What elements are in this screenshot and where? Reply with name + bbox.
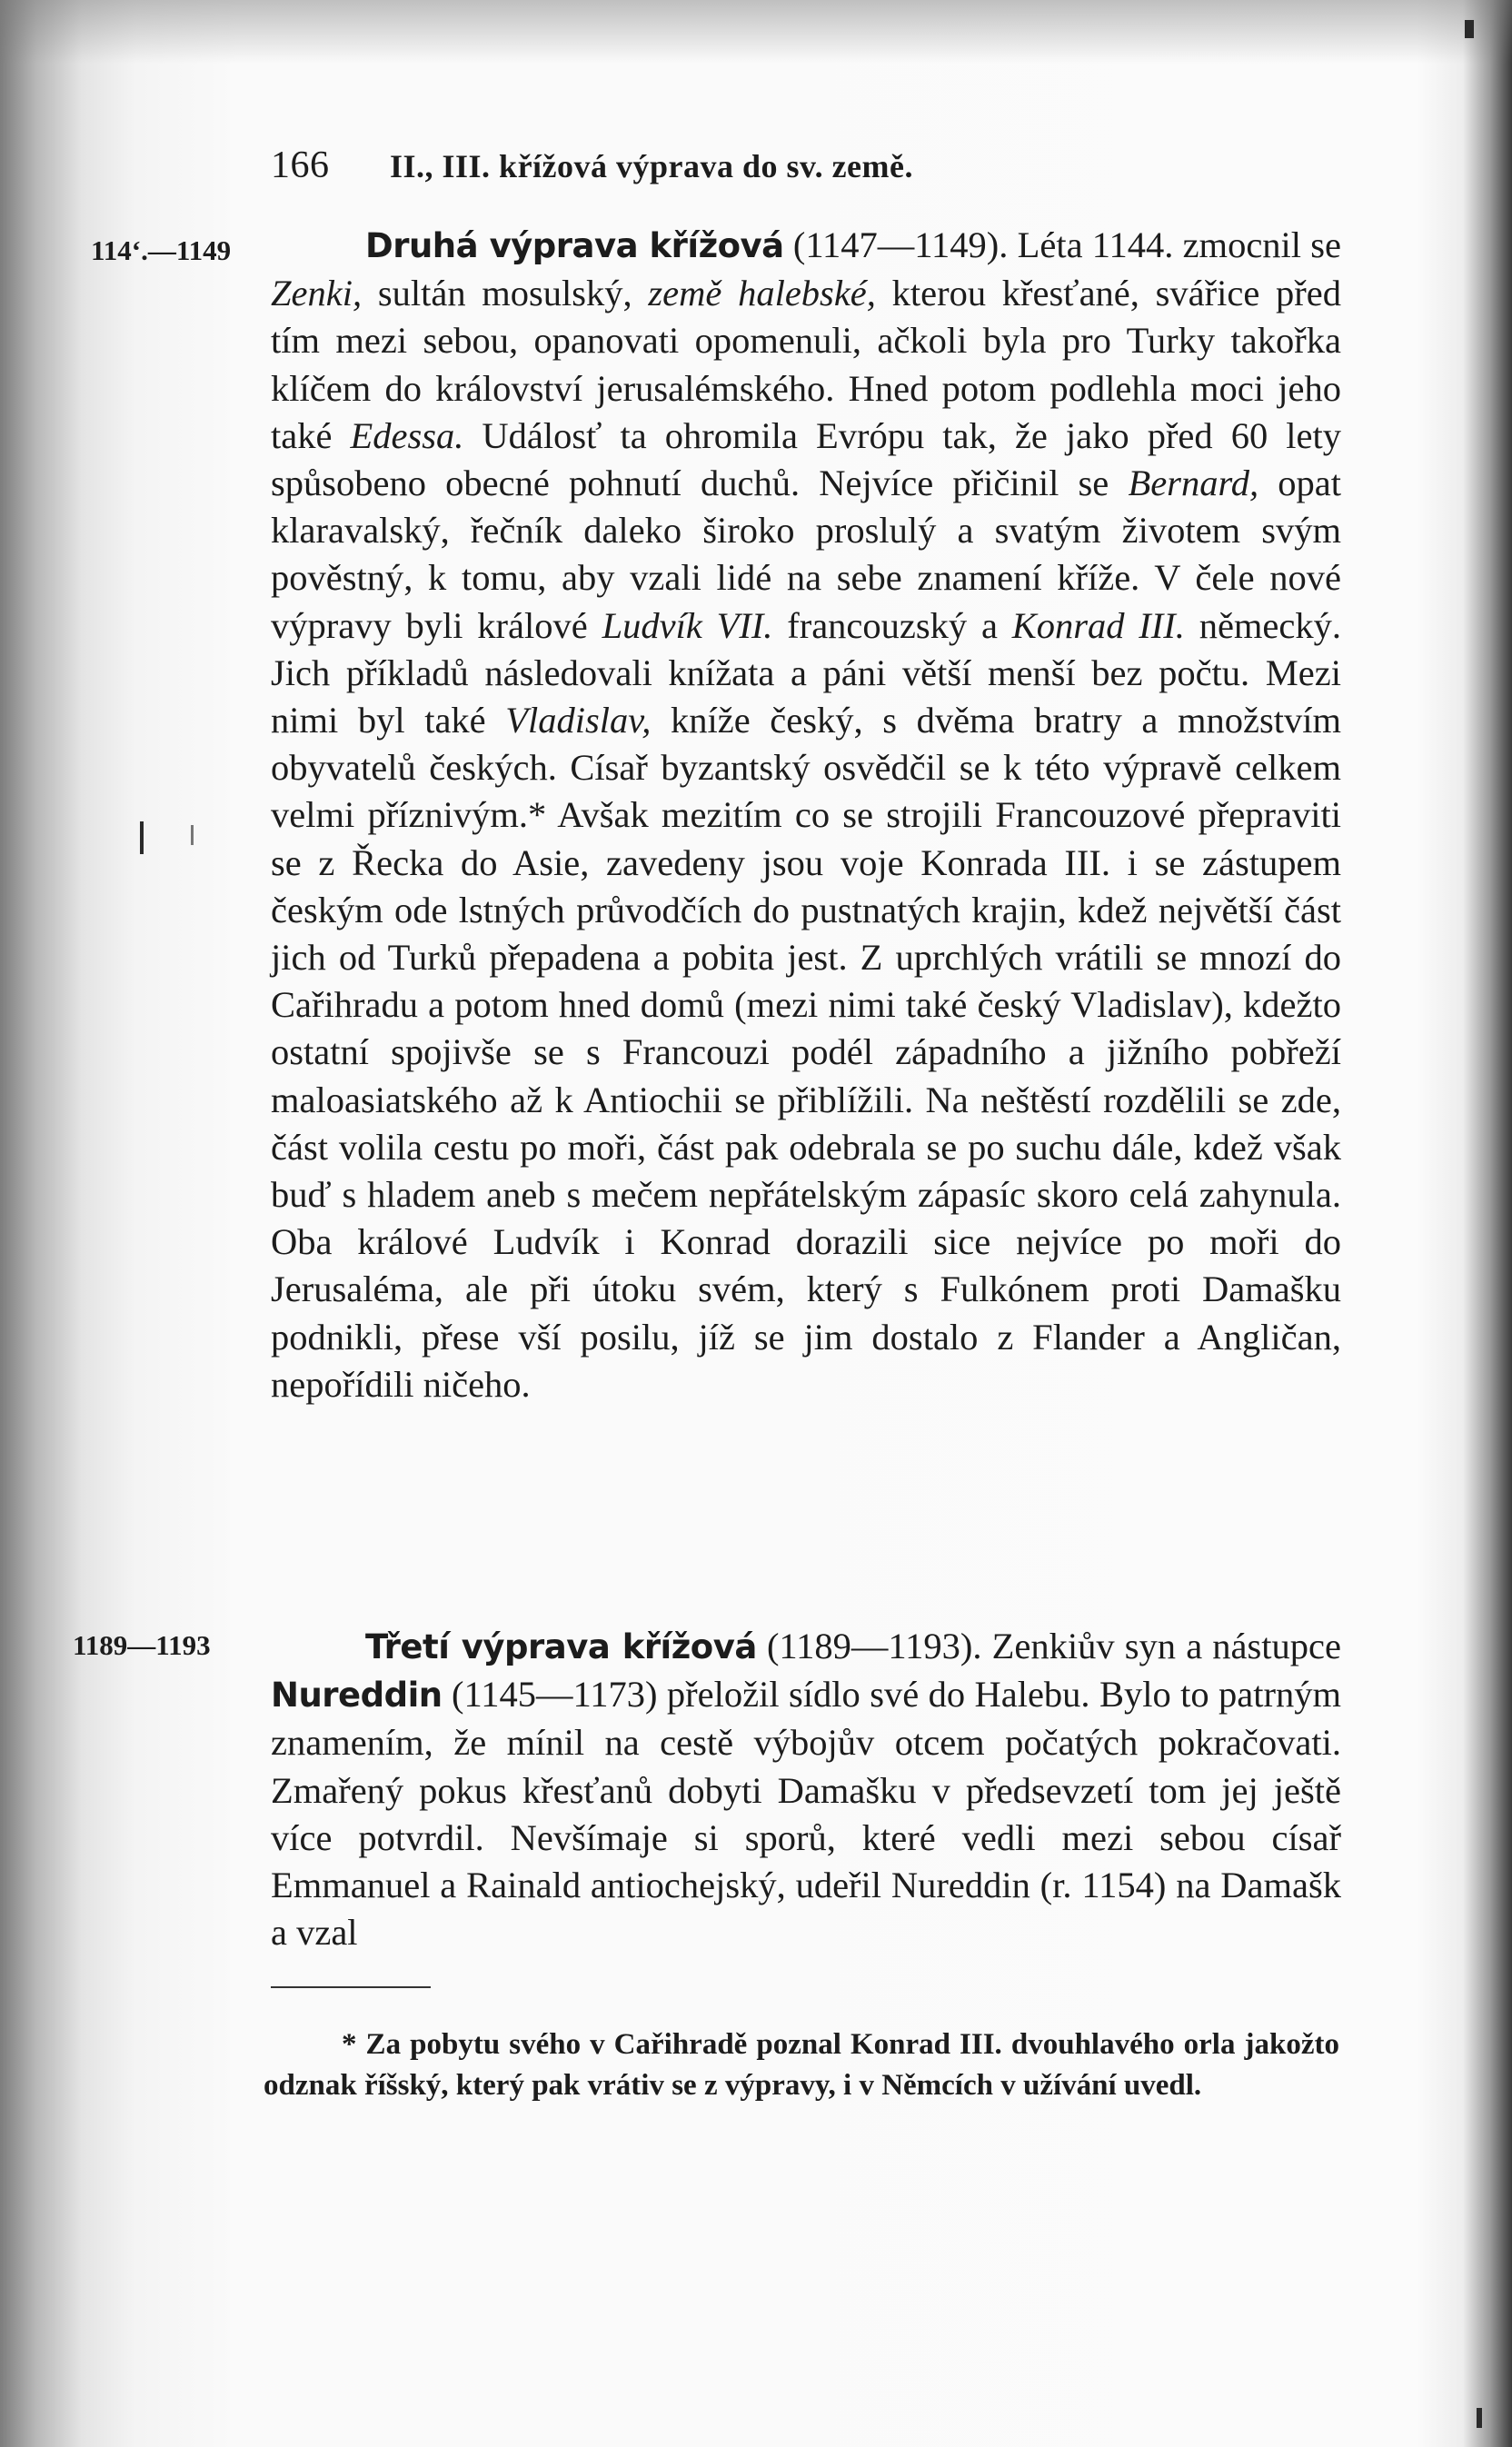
text-run: kníže český, s dvěma bratry a množstvím obyvatelů českých. Císař byzantský osvědčil se k této výpravě celkem velmi příznivým.* Avšak mezitím co se strojili Francouzové přepraviti se z Řecka do Asie, zavedeny jsou voje Konrada III. i se zástupem českým ode lstných průvodčích do pustnatých krajin, kdež největší část jich od Turků přepadena a pobita jest. Z uprchlých vrátili se mnozí do Cařihradu a potom hned domů (mezi nimi také český Vladislav), kdežto ostatní spojivše se s Francouzi podél západního a jižního pobřeží maloasiatského až k Antiochii se přiblížili. Na neštěstí rozdělili se zde, část volila cestu po moři, část pak odebrala se po suchu dále, kdež však buď s hladem aneb s mečem nepřátelským zápasíc skoro celá zahynula. Oba králové Ludvík i Konrad dorazili sice nejvíce po moři do Jerusaléma, ale při útoku svém, který s Fulkónem proti Damašku podnikli, přese vší posilu, jíž se jim dostalo z Flander a Angličan, nepořídili ničeho. (271, 700, 1341, 1405)
text-run: (1147—1149). Léta 1144. zmocnil se (783, 224, 1341, 265)
section-third-crusade (271, 1623, 1341, 1956)
text-run: sultán mosulský, (362, 273, 649, 314)
paragraph (271, 1623, 1341, 1956)
emphasis: Konrad III. (1011, 604, 1185, 646)
text-run: (1189—1193). Zenkiův syn a nástupce (756, 1626, 1341, 1666)
emphasis: Vladislav, (505, 700, 652, 741)
margin-date-2: 1189—1193 (73, 1629, 211, 1661)
page-number: 166 (271, 144, 330, 186)
scan-mark (140, 821, 144, 854)
section-second-crusade (271, 222, 1341, 1408)
emphasis: Bernard, (1128, 463, 1259, 504)
emphasis: Edessa. (350, 414, 464, 456)
section-heading: Druhá výprava křížová (365, 226, 784, 265)
text-run: kterou křesťané, svářice před tím mezi sebou, opanovati opomenuli, ačkoli byla pro Turky takořka klíčem do království jerusalémského. Hned potom podlehla moci jeho také (271, 273, 1341, 456)
text-run: opat klaravalský, řečník daleko široko proslulý a svatým životem svým pověstný, k tomu, aby vzali lidé na sebe znamení kříže. V čele nové výpravy byli králové (271, 463, 1341, 646)
footnote-text: * Za pobytu svého v Cařihradě poznal Konrad III. dvouhlavého orla jakožto odznak říšský, který pak vrátiv se z výpravy, i v Němcích v užívání uvedl. (264, 2028, 1339, 2102)
text-run: Událosť ta ohromila Evrópu tak, že jako před 60 lety spůsobeno obecné pohnutí duchů. Nejvíce přičinil se (271, 414, 1341, 504)
text-run: německý. Jich příkladů následovali knížata a páni větší menší bez počtu. Mezi nimi byl také (271, 604, 1341, 741)
footnote (264, 2024, 1339, 2106)
name-bold: Nureddin (271, 1676, 443, 1716)
page-header (271, 144, 913, 187)
section-heading: Třetí výprava křížová (365, 1627, 757, 1666)
running-title: II., III. křížová výprava do sv. země. (390, 148, 913, 184)
footnote-divider (271, 1986, 431, 1988)
text-run: (1145—1173) přeložil sídlo své do Halebu. Bylo to patrným znamením, že mínil na cestě výbojův otcem počatých pokračovati. Zmařený pokus křesťanů dobyti Damašku v předsevzetí tom jej ještě více potvrdil. Nevšímaje si sporů, které vedli mezi sebou císař Emmanuel a Rainald antiochejský, udeřil Nureddin (r. 1154) na Damašk a vzal (271, 1674, 1341, 1954)
scan-mark (1477, 2408, 1482, 2428)
text-run: francouzský a (772, 604, 1012, 646)
paragraph (271, 222, 1341, 1408)
emphasis: Ludvík VII. (602, 604, 773, 646)
emphasis: země halebské, (648, 273, 876, 314)
scan-mark (191, 825, 194, 845)
margin-date-1: 114‘.—1149 (91, 234, 232, 266)
emphasis: Zenki, (271, 273, 363, 314)
scan-mark (1465, 20, 1474, 38)
